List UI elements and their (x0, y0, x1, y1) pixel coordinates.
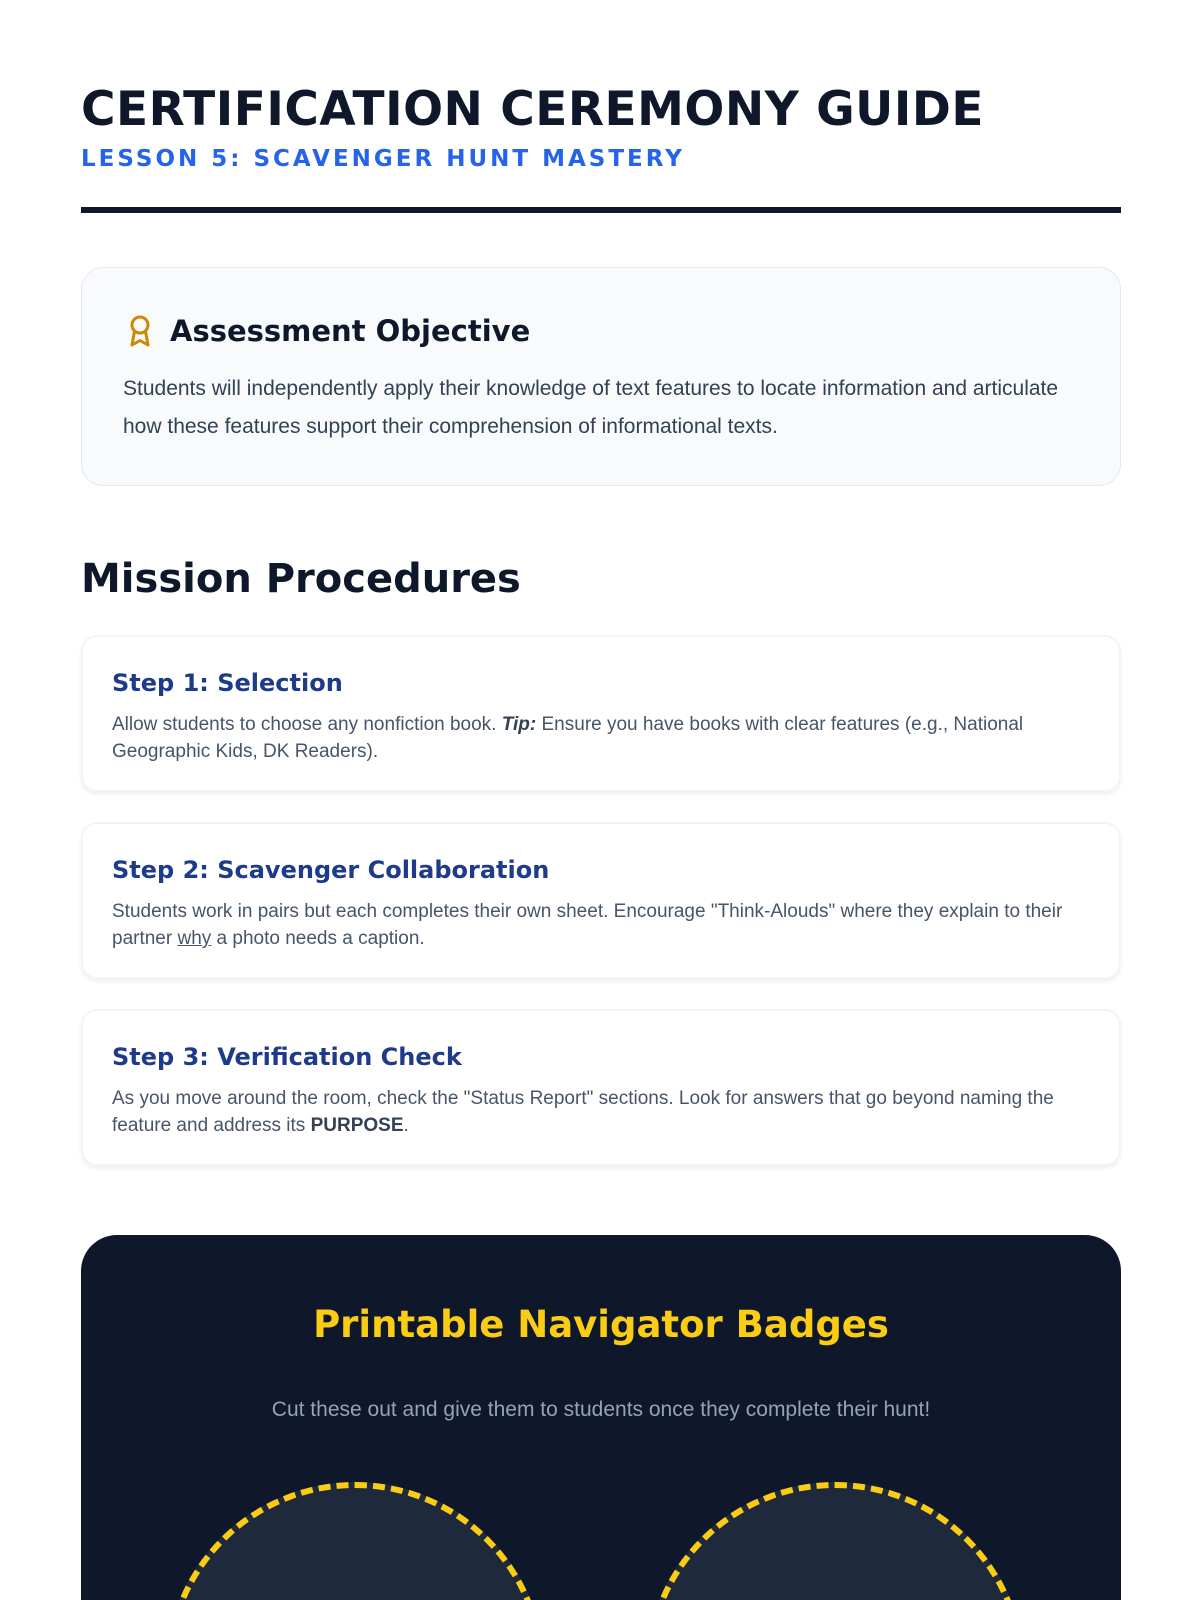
objective-text: Students will independently apply their knowledge of text features to locate information and articulate how these features support their comprehension of informational texts. (123, 377, 1059, 438)
objective-title: Assessment Objective (170, 314, 531, 348)
step-card-verification (81, 1009, 1121, 1166)
navigator-badges-panel (81, 1235, 1121, 1600)
step-title: Step 2: Scavenger Collaboration (112, 856, 550, 884)
step-text-part: Ensure you have books with clear features (e.g., National Geographic Kids, DK Readers). (112, 714, 1024, 762)
badges-subtitle: Cut these out and give them to students once they complete their hunt! (271, 1398, 931, 1421)
tip-label: Tip: (501, 714, 537, 735)
step-text-part: . (403, 1115, 409, 1136)
page-title: CERTIFICATION CEREMONY GUIDE (81, 82, 984, 137)
step-text (112, 898, 1097, 952)
objective-header (126, 314, 530, 348)
page-subtitle: LESSON 5: SCAVENGER HUNT MASTERY (81, 146, 685, 172)
step-text (112, 1085, 1097, 1139)
step-title: Step 1: Selection (112, 669, 343, 697)
step-text-part: As you move around the room, check the "Status Report" sections. Look for answers that go beyond naming the feature and address its (112, 1088, 1054, 1136)
step-card-collaboration (81, 822, 1121, 979)
step-text-part: Students work in pairs but each completes their own sheet. Encourage "Think-Alouds" where they explain to their partner (112, 901, 1063, 949)
step-text (112, 711, 1097, 765)
step-text-part: Allow students to choose any nonfiction book. (112, 714, 502, 735)
step-card-selection (81, 635, 1121, 792)
badges-title: Printable Navigator Badges (313, 1303, 889, 1346)
navigator-badge (645, 1482, 1025, 1600)
header-divider (81, 207, 1121, 213)
navigator-badge (165, 1482, 545, 1600)
award-ribbon-icon (126, 314, 154, 348)
purpose-emphasis: PURPOSE (310, 1115, 404, 1136)
assessment-objective-card (81, 267, 1121, 486)
step-title: Step 3: Verification Check (112, 1043, 462, 1071)
mission-procedures-heading: Mission Procedures (81, 556, 521, 602)
step-text-part: a photo needs a caption. (211, 928, 425, 949)
why-emphasis: why (177, 928, 212, 949)
